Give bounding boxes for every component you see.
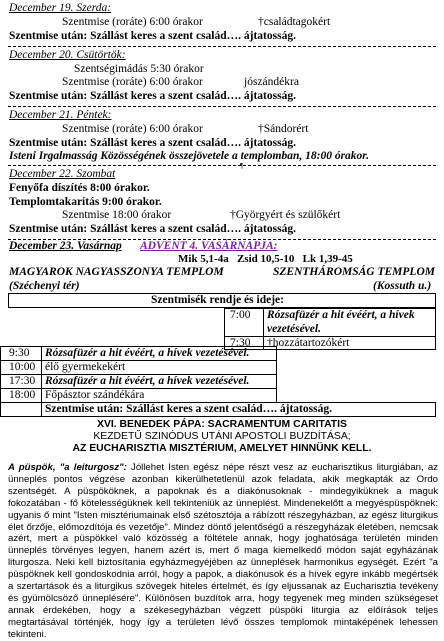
divider: [8, 46, 436, 47]
day-title: December 19. Szerda:: [9, 2, 112, 14]
paragraph-mark: ¶: [240, 162, 244, 170]
adoration-line: Szentségimádás 5:30 órakor: [74, 63, 204, 75]
divider: [8, 165, 436, 166]
church-right: SZENTHÁROMSÁG TEMPLOM: [273, 266, 435, 278]
day-title: December 22. Szombat: [9, 168, 116, 180]
mass-intention: †Sándorért: [258, 123, 309, 135]
devotion-line: Szentmise után: Szállást keres a szent család…. ájtatosság.: [9, 137, 296, 149]
schedule-time: 9:30: [9, 347, 30, 359]
divider: [8, 106, 436, 107]
schedule-text: élő gyermekekért: [45, 361, 126, 373]
advent-title: ADVENT 4. VASÁRNAPJA:: [140, 240, 278, 252]
article-subtitle: KEZDETŰ SZINÓDUS UTÁNI APOSTOLI BUZDÍTÁSA;: [93, 431, 351, 442]
church-right-sub: (Kossuth u.): [373, 280, 432, 292]
mass-intention: jószándékra: [244, 76, 299, 88]
schedule-text: Főpásztor szándékára: [45, 389, 145, 401]
mass-line: Szentmise (roráte) 6:00 órakor: [62, 16, 203, 28]
day-title: December 21. Péntek:: [9, 109, 112, 121]
mass-intention: †Györgyért és szülőkért: [230, 209, 341, 221]
schedule-text: Rózsafüzér a hit évéért, a hívek vezetésével.: [267, 309, 415, 335]
day-title: December 20. Csütörtök:: [9, 49, 126, 61]
church-left-sub: (Széchenyi tér): [9, 280, 80, 292]
schedule-time: 18:00: [9, 389, 36, 401]
article-lead: A püspök, "a leiturgosz":: [8, 462, 127, 473]
schedule-time: 7:00: [230, 309, 251, 321]
schedule-header: Szentmisék rendje és ideje:: [151, 294, 284, 306]
article-title: XVI. BENEDEK PÁPA: SACRAMENTUM CARITATIS: [97, 419, 347, 430]
event-line: Templomtakarítás 9:00 órakor.: [9, 196, 162, 208]
article-text: Jóllehet Isten egész népe részt vesz az eucharisztikus liturgiában, az ünneplés pontos végzése azonban kikerülhetetlenül azok feladata, akik megkapták az Ordo szentségét. A püspököknek, a papoknak és a diakónusoknak - mindegyiküknek a maguk fokozatában - fő kötelességüknek kell tekinteniük az ünneplést. Mindenekelőtt a megyéspüspöknek: ugyanis ő mint "Isten misztériumainak első szétosztója a rábízott részegyházban, az egész liturgikus élet őrzője, előmozdítója és vezetője". Mindez döntő jelentőségű a részegyházak életében, nemcsak azért, mert a püspökkel való közösség a föltétele annak, hogy joghatósága területén minden ünneplés törvényes legyen, hanem azért is, mert ő maga kiemelkedő módon saját egyházának liturgosza. Neki kell biztosítania egyházmegyéjében az ünneplések harmonikus egységét. Ezért "a püspöknek kell gondoskodnia arról, hogy a papok, a diakónusok és a hívek egyre inkább megértsék a szertartások és a liturgikus szövegek hiteles értelmét, és így eljussanak az Eucharisztia tevékeny és gyümölcsöző ünneplésére". Különösen buzdítok arra, hogy tegyenek meg minden szükségeset annak érdekében, hogy a székesegyházban végzett püspöki liturgia az előírások teljes megtartásával történjék, hogy így a területen lévő összes templomok mintaképének lehessen tekinteni.: [8, 462, 438, 640]
time-cell: [0, 402, 42, 417]
schedule-time: 17:30: [9, 375, 36, 387]
community-line: Isteni Irgalmasság Közösségének összejövetele a templomban, 18:00 órakor.: [9, 150, 370, 162]
church-left: MAGYAROK NAGYASSZONYA TEMPLOM: [9, 266, 224, 278]
devotion-line: Szentmise után: Szállást keres a szent család…. ájtatosság.: [9, 223, 296, 235]
mass-line: Szentmise (roráte) 6:00 órakor: [62, 123, 203, 135]
article-body: [8, 462, 438, 641]
schedule-text: †hozzátartozókért: [267, 337, 350, 349]
schedule-time: 10:00: [9, 361, 36, 373]
readings: Mik 5,1-4a Zsid 10,5-10 Lk 1,39-45: [178, 253, 353, 265]
schedule-text: Rózsafüzér a hit évéért, a hívek vezetésével.: [45, 347, 250, 359]
schedule-text: Rózsafüzér a hit évéért, a hívek vezetésével.: [45, 375, 250, 387]
article-heading: AZ EUCHARISZTIA MISZTÉRIUM, AMELYET HINNÜNK KELL.: [72, 443, 372, 454]
devotion-line: Szentmise után: Szállást keres a szent család…. ájtatosság.: [9, 90, 296, 102]
mass-intention: †családtagokért: [258, 16, 331, 28]
schedule-time: 7:30: [230, 337, 251, 349]
mass-line: Szentmise (roráte) 6:00 órakor: [62, 76, 203, 88]
devotion-line: Szentmise után: Szállást keres a szent család…. ájtatosság.: [9, 30, 296, 42]
sunday-title: December 23. Vasárnap: [9, 240, 122, 252]
devotion-line: Szentmise után: Szállást keres a szent család…. ájtatosság.: [45, 403, 332, 415]
event-line: Fenyőfa díszítés 8:00 órakor.: [9, 182, 150, 194]
mass-line: Szentmise 18:00 órakor: [62, 209, 172, 221]
